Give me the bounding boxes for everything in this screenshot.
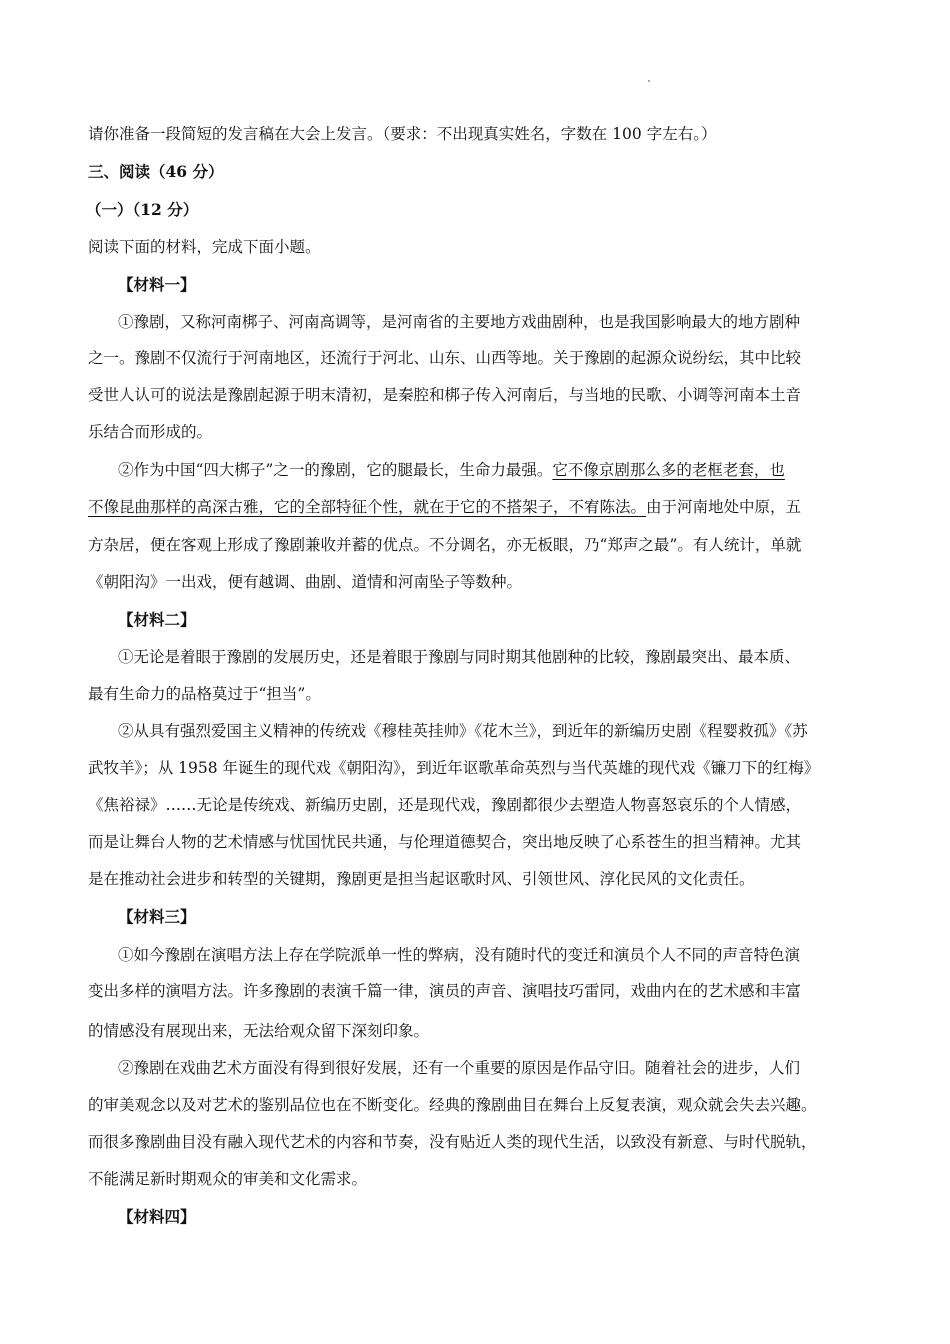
m3-emphasis-dotted [243, 982, 274, 1000]
material4-heading: 【材料四】 [118, 1207, 196, 1226]
m3-p1-text: 豫剧的表演千篇一律，演员的声音、演唱技巧雷同，戏曲内在的艺术感和丰富 [274, 982, 802, 1000]
material3-heading: 【材料三】 [118, 907, 196, 926]
intro-line: 请你准备一段简短的发言稿在大会上发言。（要求：不出现真实姓名，字数在 100 字左右。） [88, 125, 717, 143]
m3-p2-line: 不能满足新时期观众的审美和文化需求。 [88, 1170, 368, 1188]
m2-p2-line: 《焦裕禄》……无论是传统戏、新编历史剧，还是现代戏，豫剧都很少去塑造人物喜怒哀乐的个人情感， [88, 796, 802, 814]
page-mark [648, 80, 650, 82]
m1-p2-line [88, 497, 878, 517]
m1-p2-plain: ②作为中国“四大梆子”之一的豫剧，它的腿最长，生命力最强。 [118, 461, 553, 479]
m1-p2-underlined: 它不像京剧那么多的老框老套，也 [552, 461, 785, 479]
m2-p2-line: 而是让舞台人物的艺术情感与忧国忧民共通，与伦理道德契合，突出地反映了心系苍生的担当精神。尤其 [88, 833, 802, 851]
m1-p2-underlined: 不像昆曲那样的高深古雅，它的全部特征个性，就在于它的不搭架子，不宥陈法。 [88, 498, 647, 516]
m2-p1-line: 最有生命力的品格莫过于“担当”。 [88, 685, 321, 703]
sub-title: （一）（12 分） [86, 200, 199, 219]
section-title: 三、阅读（46 分） [88, 162, 224, 181]
m3-p1-line: 的情感没有展现出来，无法给观众留下深刻印象。 [88, 1022, 430, 1040]
m3-p2-line: ②豫剧在戏曲艺术方面没有得到很好发展，还有一个重要的原因是作品守旧。随着社会的进步，人们 [118, 1059, 801, 1077]
m1-p1-line: ①豫剧，又称河南梆子、河南高调等，是河南省的主要地方戏曲剧种，也是我国影响最大的地方剧种 [118, 313, 801, 331]
m3-p1-text: 变出多样的演唱方法。 [88, 982, 244, 1000]
m1-p2-line: 《朝阳沟》一出戏，便有越调、曲剧、道情和河南坠子等数种。 [88, 573, 523, 591]
m1-p1-line: 乐结合而形成的。 [88, 423, 213, 441]
emphasis-dot-char: 许 [243, 982, 259, 1000]
m1-p1-line: 之一。豫剧不仅流行于河南地区，还流行于河北、山东、山西等地。关于豫剧的起源众说纷纭，其中比较 [88, 349, 802, 367]
m3-p1-line [88, 981, 878, 1001]
m1-p1-line: 受世人认可的说法是豫剧起源于明末清初，是秦腔和梆子传入河南后，与当地的民歌、小调等河南本土音 [88, 386, 802, 404]
material1-heading: 【材料一】 [118, 275, 196, 294]
m3-p2-line: 而很多豫剧曲目没有融入现代艺术的内容和节奏，没有贴近人类的现代生活，以致没有新意、与时代脱轨， [88, 1133, 817, 1151]
m3-p2-line: 的审美观念以及对艺术的鉴别品位也在不断变化。经典的豫剧曲目在舞台上反复表演，观众就会失去兴趣。 [88, 1096, 817, 1114]
m1-p2-line [118, 460, 878, 480]
m2-p2-line: ②从具有强烈爱国主义精神的传统戏《穆桂英挂帅》《花木兰》，到近年的新编历史剧《程婴救孤》《苏 [118, 722, 808, 740]
m2-p1-line: ①无论是着眼于豫剧的发展历史，还是着眼于豫剧与同时期其他剧种的比较，豫剧最突出、最本质、 [118, 648, 801, 666]
m2-p2-line: 是在推动社会进步和转型的关键期，豫剧更是担当起讴歌时风、引领世风、淳化民风的文化责任。 [88, 870, 755, 888]
instruction: 阅读下面的材料，完成下面小题。 [88, 238, 321, 256]
m1-p2-line: 方杂居，便在客观上形成了豫剧兼收并蓄的优点。不分调名，亦无板眼，乃“郑声之最”。有人统计，单就 [88, 536, 802, 554]
m1-p2-plain: 由于河南地处中原，五 [646, 498, 802, 516]
m2-p2-line: 武牧羊》；从 1958 年诞生的现代戏《朝阳沟》，到近年讴歌革命英烈与当代英雄的现代戏《镰刀下的红梅》 [88, 759, 820, 777]
emphasis-dot-char: 多 [258, 982, 275, 1000]
material2-heading: 【材料二】 [118, 610, 196, 629]
m3-dotted-text [243, 982, 274, 1000]
m3-p1-line: ①如今豫剧在演唱方法上存在学院派单一性的弊病，没有随时代的变迁和演员个人不同的声音特色演 [118, 946, 801, 964]
